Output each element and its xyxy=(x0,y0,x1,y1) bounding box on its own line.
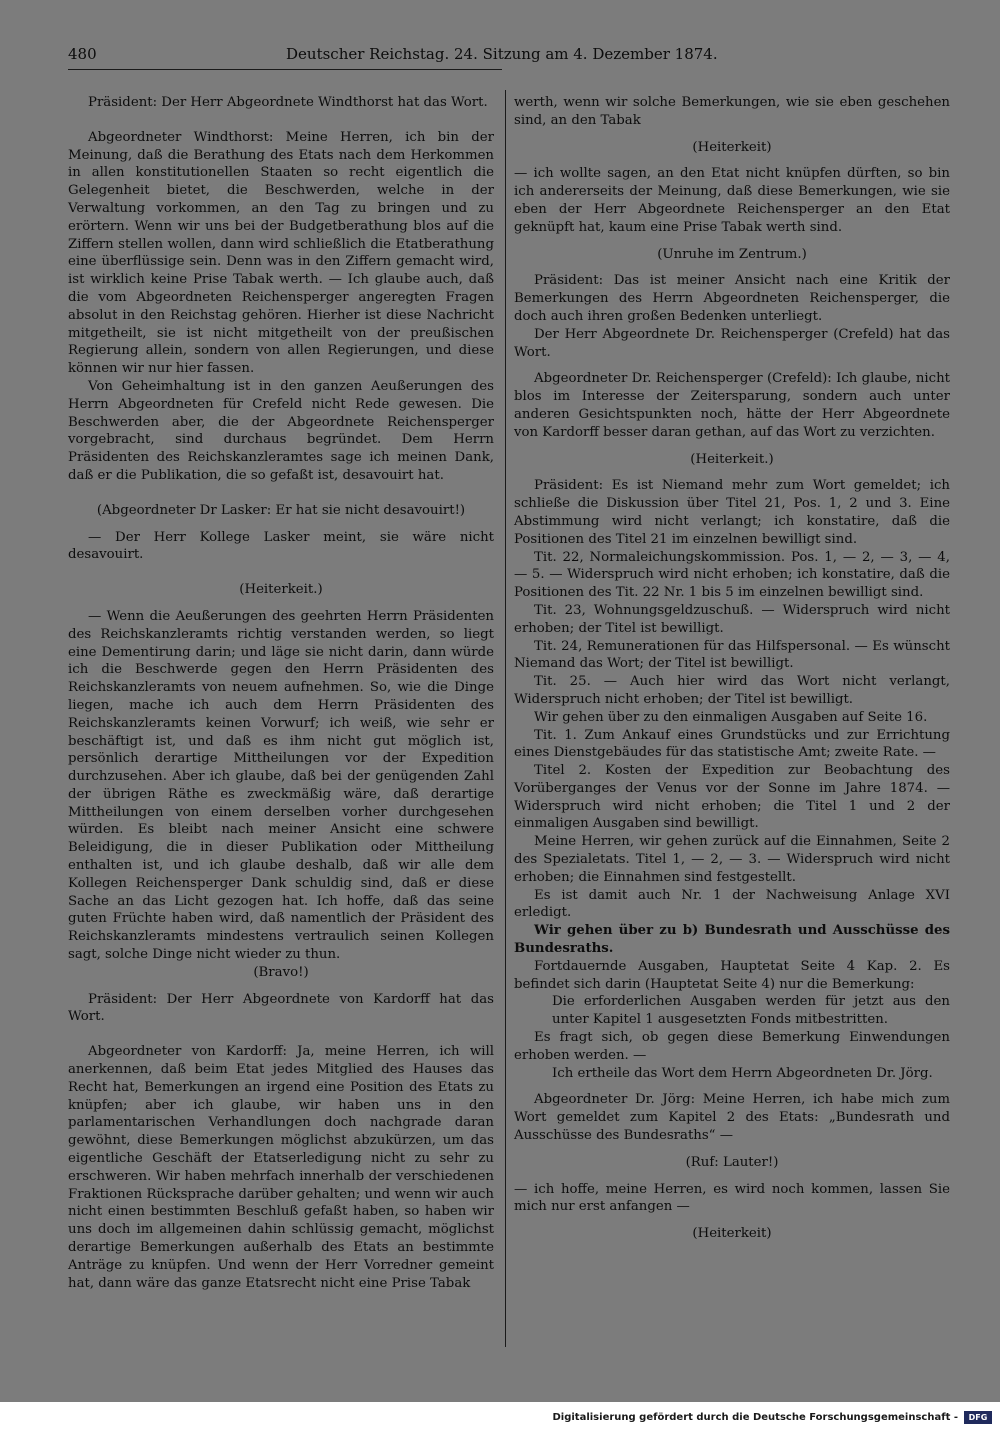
paragraph: — Der Herr Kollege Lasker meint, sie wäre nicht desavouirt. xyxy=(68,529,494,563)
column-divider xyxy=(505,90,506,1347)
paragraph: Präsident: Das ist meiner Ansicht nach eine Kritik der Bemerkungen des Herrn Abgeordneten Reichensperger, die doch auch ihren großen Bedenken unterliegt. xyxy=(514,273,950,324)
interjection: (Bravo!) xyxy=(253,964,309,980)
interjection: (Heiterkeit) xyxy=(692,1226,772,1242)
paragraph: Wir gehen über zu den einmaligen Ausgaben auf Seite 16. xyxy=(534,709,928,725)
interjection: (Ruf: Lauter!) xyxy=(685,1154,779,1170)
page-number: 480 xyxy=(68,45,97,63)
paragraph: Es ist damit auch Nr. 1 der Nachweisung Anlage XVI erledigt. xyxy=(514,887,950,921)
paragraph: Abgeordneter Dr. Reichensperger (Crefeld): Ich glaube, nicht blos im Interesse der Zeitersparung, sondern auch unter anderen Gesichtspunkten noch, hätte der Herr Abgeordnete von Kardorff besser daran gethan, auf das Wort zu verzichten. xyxy=(514,371,950,440)
paragraph: — Wenn die Aeußerungen des geehrten Herrn Präsidenten des Reichskanzleramts richtig verstanden werden, so liegt eine Dementirung darin; und läge sie nicht darin, dann würde ich die Beschwerde gegen den Herrn Präsidenten des Reichskanzleramts von neuem aufnehmen. So, wie die Dinge liegen, mache ich auch dem Herrn Präsidenten des Reichskanzleramts keinen Vorwurf; ich weiß, wie sehr er beschäftigt ist, und daß es ihm nicht gut möglich ist, persönlich derartige Mittheilungen vor der Expedition durchzusehen. Aber ich glaube, daß bei der genügenden Zahl der übrigen Räthe es zweckmäßig wäre, daß derartige Mittheilungen von einem derselben vorher durchgesehen würden. Es bleibt nach meiner Ansicht eine schwere Beleidigung, die in dieser Publikation oder Mittheilung enthalten ist, und ich glaube deshalb, daß wir alle dem Kollegen Reichensperger Dank schuldig sind, daß er diese Sache an das Licht gezogen hat. Ich hoffe, daß das seine guten Früchte haben wird, daß namentlich der Präsident des Reichskanzleramts mindestens vertraulich seinen Kollegen sagt, solche Dinge nicht wieder zu thun. xyxy=(68,608,494,963)
paragraph: Tit. 23, Wohnungsgeldzuschuß. — Widerspruch wird nicht erhoben; der Titel ist bewilligt. xyxy=(514,602,950,636)
footer-bar xyxy=(0,1403,1000,1432)
paragraph: Tit. 25. — Auch hier wird das Wort nicht verlangt, Widerspruch nicht erhoben; der Titel ist bewilligt. xyxy=(514,674,950,707)
left-column xyxy=(68,94,494,1292)
quotation: Die erforderlichen Ausgaben werden für jetzt aus den unter Kapitel 1 ausgesetzten Fonds mitbestritten. xyxy=(552,994,950,1028)
paragraph: Meine Herren, wir gehen zurück auf die Einnahmen, Seite 2 des Spezialetats. Titel 1, — 2, — 3. — Widerspruch wird nicht erhoben; die Einnahmen sind festgestellt. xyxy=(514,834,950,885)
interjection: (Unruhe im Zentrum.) xyxy=(657,246,807,262)
paragraph: Von Geheimhaltung ist in den ganzen Aeußerungen des Herrn Abgeordneten für Crefeld nicht Rede gewesen. Die Beschwerden aber, die der Abgeordnete Reichensperger vorgebracht, sind durchaus begründet. Dem Herrn Präsidenten des Reichskanzleramtes sage ich meinen Dank, daß er die Publikation, die so gefaßt ist, desavouirt hat. xyxy=(68,378,494,483)
paragraph: Der Herr Abgeordnete Dr. Reichensperger (Crefeld) hat das Wort. xyxy=(514,326,950,360)
paragraph: Präsident: Der Herr Abgeordnete von Kardorff hat das Wort. xyxy=(68,991,494,1025)
paragraph: Abgeordneter Windthorst: Meine Herren, ich bin der Meinung, daß die Berathung des Etats nach dem Herkommen in allen konstitutionellen Staaten so recht eigentlich die Gelegenheit bietet, die Beschwerden, welche in der Verwaltung vorkommen, an den Tag zu bringen und zu erörtern. Wenn wir uns bei der Budgetberathung blos auf die Ziffern stellen wollen, dann wird schließlich die Etatberathung eine überflüssige sein. Denn was in den Ziffern gemacht wird, ist wirklich keine Prise Tabak werth. — Ich glaube auch, daß die vom Abgeordneten Reichensperger angeregten Fragen absolut in den Reichstag gehören. Hierher ist diese Nachricht mitgetheilt, sie ist nicht mitgetheilt von der preußischen Regierung allein, sondern von allen Regierungen, und diese können wir nur hier fassen. xyxy=(68,129,494,377)
interjection: (Heiterkeit.) xyxy=(239,582,323,598)
paragraph: Tit. 1. Zum Ankauf eines Grundstücks und zur Errichtung eines Dienstgebäudes für das statistische Amt; zweite Rate. — xyxy=(514,727,950,761)
interjection: (Heiterkeit) xyxy=(692,139,772,155)
paragraph: Es fragt sich, ob gegen diese Bemerkung Einwendungen erhoben werden. — xyxy=(514,1030,950,1063)
header-rule xyxy=(68,69,502,70)
paragraph: Tit. 22, Normaleichungskommission. Pos. 1, — 2, — 3, — 4, — 5. — Widerspruch wird nicht erhoben; ich konstatire, daß die Positionen des Tit. 22 Nr. 1 bis 5 im einzelnen bewilligt sind. xyxy=(514,549,950,601)
dfg-logo: DFG xyxy=(964,1411,992,1424)
paragraph: werth, wenn wir solche Bemerkungen, wie sie eben geschehen sind, an den Tabak xyxy=(514,95,950,128)
paragraph: Titel 2. Kosten der Expedition zur Beobachtung des Vorüberganges der Venus vor der Sonne im Jahre 1874. — Widerspruch wird nicht erhoben; die Titel 1 und 2 der einmaligen Ausgaben sind bewilligt. xyxy=(514,763,950,832)
paragraph: Tit. 24, Remunerationen für das Hilfspersonal. — Es wünscht Niemand das Wort; der Titel ist bewilligt. xyxy=(514,638,950,672)
interjection: (Abgeordneter Dr Lasker: Er hat sie nicht desavouirt!) xyxy=(96,502,466,518)
interjection: (Heiterkeit.) xyxy=(690,451,774,467)
paragraph: Abgeordneter von Kardorff: Ja, meine Herren, ich will anerkennen, daß beim Etat jedes Mitglied des Hauses das Recht hat, Bemerkungen an irgend eine Position des Etats zu knüpfen; aber ich glaube, wir haben uns in den parlamentarischen Verhandlungen doch nachgrade daran gewöhnt, diese Bemerkungen möglichst abzukürzen, um das eigentliche Geschäft der Etatserledigung nicht zu sehr zu erschweren. Wir haben mehrfach innerhalb der verschiedenen Fraktionen Rücksprache darüber gehalten; und wenn wir auch nicht einen bestimmten Beschluß gefaßt haben, so haben wir uns doch im allgemeinen dahin schlüssig gemacht, möglichst derartige Bemerkungen außerhalb des Etats an bestimmte Anträge zu knüpfen. Und wenn der Herr Vorredner gemeint hat, dann wäre das ganze Etatsrecht nicht eine Prise Tabak xyxy=(68,1044,494,1291)
paragraph: — ich hoffe, meine Herren, es wird noch kommen, lassen Sie mich nur erst anfangen — xyxy=(514,1181,950,1215)
paragraph: Ich ertheile das Wort dem Herrn Abgeordneten Dr. Jörg. xyxy=(552,1065,933,1081)
funding-credit: Digitalisierung gefördert durch die Deutsche Forschungsgemeinschaft - xyxy=(552,1412,958,1423)
paragraph: Fortdauernde Ausgaben, Hauptetat Seite 4 Kap. 2. Es befindet sich darin (Hauptetat Seite 4) nur die Bemerkung: xyxy=(514,958,950,992)
right-column xyxy=(514,94,950,1252)
paragraph: Abgeordneter Dr. Jörg: Meine Herren, ich habe mich zum Wort gemeldet zum Kapitel 2 des Etats: „Bundesrath und Ausschüsse des Bundesraths“ — xyxy=(514,1092,950,1144)
paragraph: Präsident: Es ist Niemand mehr zum Wort gemeldet; ich schließe die Diskussion über Titel 21, Pos. 1, 2 und 3. Eine Abstimmung wird nicht verlangt; ich konstatire, daß die Positionen des Titel 21 im einzelnen bewilligt sind. xyxy=(514,478,950,547)
running-title: Deutscher Reichstag. 24. Sitzung am 4. Dezember 1874. xyxy=(286,45,718,63)
paragraph: Wir gehen über zu b) Bundesrath und Ausschüsse des Bundesraths. xyxy=(514,923,950,957)
paragraph: Präsident: Der Herr Abgeordnete Windthorst hat das Wort. xyxy=(88,95,488,110)
paragraph: — ich wollte sagen, an den Etat nicht knüpfen dürften, so bin ich andererseits der Meinung, daß diese Bemerkungen, wie sie eben der Herr Abgeordnete Reichensperger an den Etat geknüpft hat, kaum eine Prise Tabak werth sind. xyxy=(514,166,950,235)
